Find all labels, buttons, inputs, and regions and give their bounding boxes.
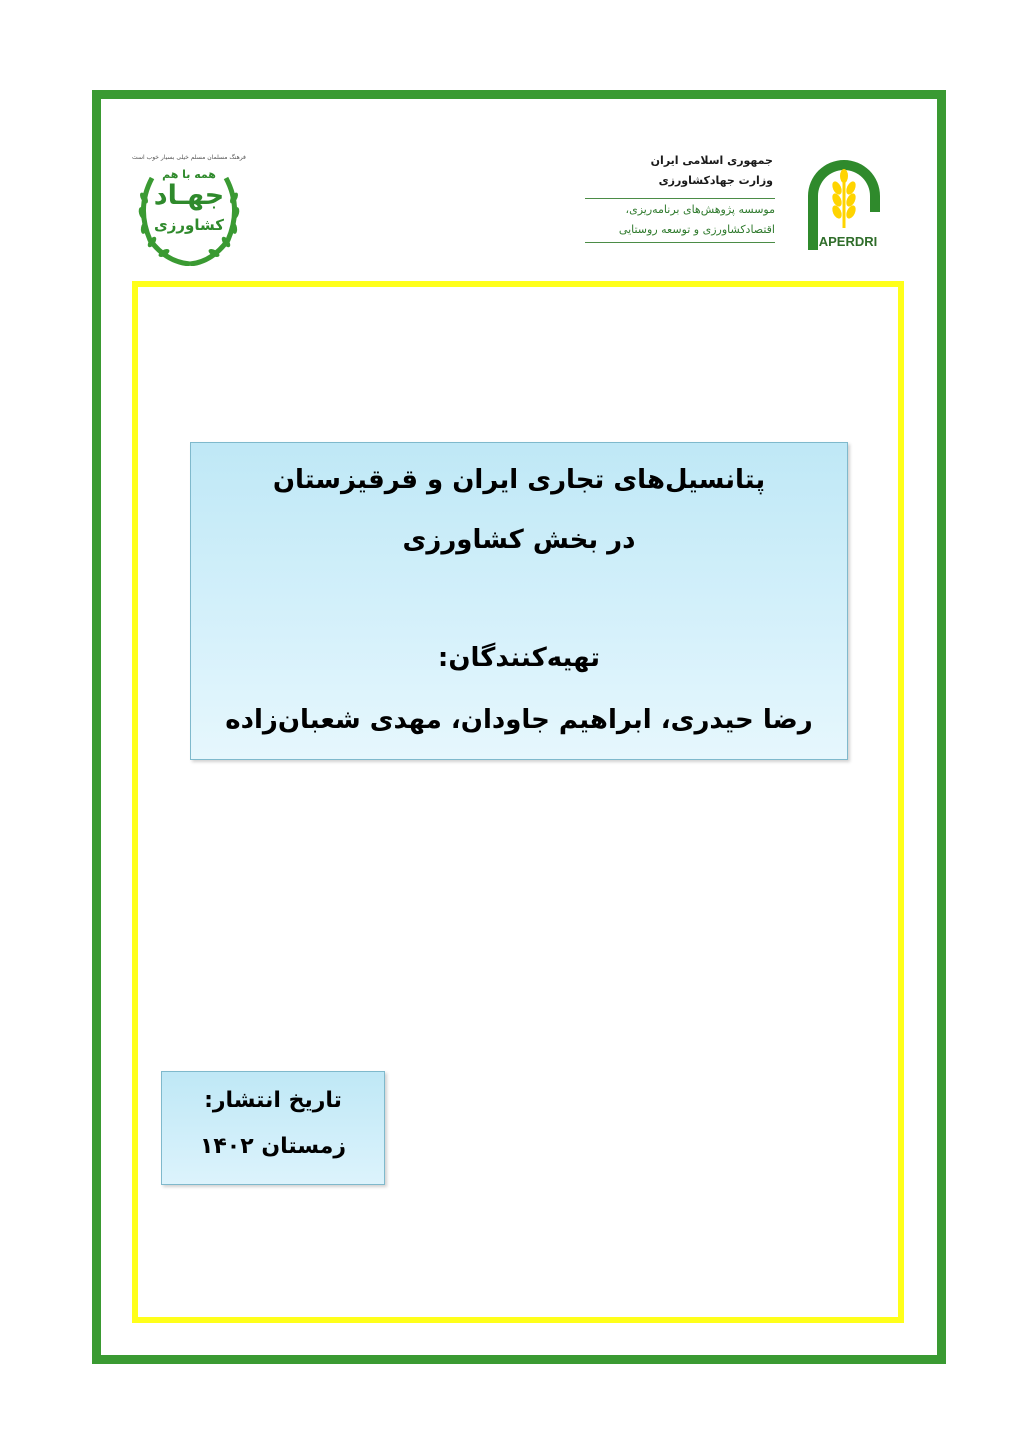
- header-divider-top: [585, 198, 775, 199]
- header-divider-bottom: [585, 242, 775, 243]
- publication-label: تاریخ انتشار:: [204, 1088, 342, 1113]
- authors-names: رضا حیدری، ابراهیم جاودان، مهدی شعبان‌زاده: [225, 705, 813, 735]
- jahad-together: همه با هم: [162, 168, 216, 181]
- title-line2: در بخش کشاورزی: [402, 525, 636, 555]
- authors-label: تهیه‌کنندگان:: [437, 643, 601, 673]
- jahad-sub: کشاورزی: [154, 216, 224, 234]
- publication-date: زمستان ۱۴۰۲: [199, 1134, 347, 1159]
- jahad-keshavarzi-logo: [130, 148, 248, 266]
- republic-label: جمهوری اسلامی ایران: [650, 154, 773, 167]
- institute-line2: اقتصادکشاورزی و توسعه روستایی: [618, 223, 775, 236]
- publication-date-box: [161, 1071, 385, 1185]
- title-line1: پتانسیل‌های تجاری ایران و قرقیزستان: [272, 465, 766, 495]
- jahad-main: جهـاد: [153, 180, 225, 211]
- aperdri-acronym: APERDRI: [818, 234, 878, 249]
- jahad-slogan: فرهنگ مسلمان مسلم خیلی بسیار خوب است: [132, 154, 246, 161]
- aperdri-logo: [784, 146, 904, 258]
- ministry-label: وزارت جهادکشاورزی: [658, 174, 773, 187]
- title-box: [190, 442, 848, 760]
- institute-line1: موسسه پژوهش‌های برنامه‌ریزی،: [625, 203, 775, 216]
